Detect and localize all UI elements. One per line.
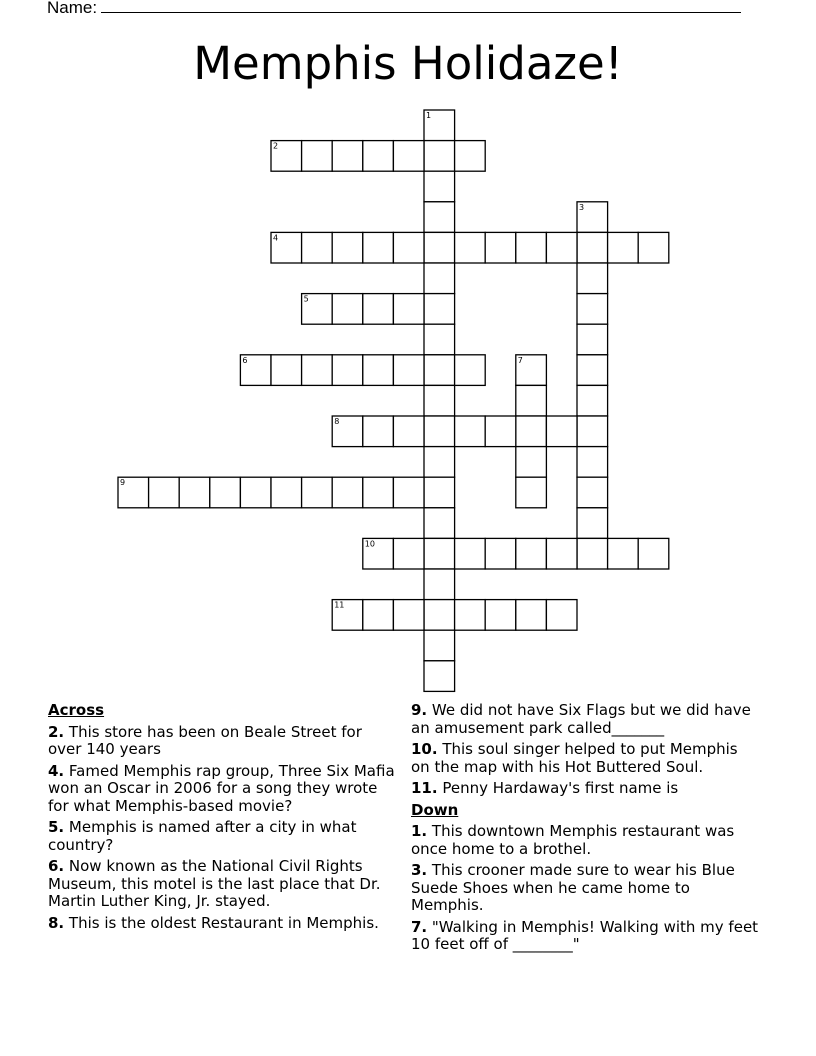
grid-cell[interactable] [455,416,486,447]
name-label: Name: [47,0,98,17]
clue-text: Now known as the National Civil Rights Museum, this motel is the last place that Dr. Martin Luther King, Jr. stayed. [48,857,381,910]
clue-number: 5. [48,818,65,836]
grid-cell[interactable] [516,385,547,416]
grid-cell[interactable] [363,355,394,386]
grid-cell[interactable] [485,416,516,447]
grid-cell[interactable] [332,294,363,325]
grid-cell[interactable] [577,324,608,355]
grid-cell[interactable] [455,232,486,263]
cell-number: 11 [334,600,345,610]
grid-cell[interactable] [516,232,547,263]
grid-cell[interactable] [424,294,455,325]
grid-cell[interactable] [638,232,669,263]
grid-cell[interactable] [302,355,333,386]
grid-cell[interactable] [424,171,455,202]
grid-cell[interactable] [424,263,455,294]
grid-cell[interactable] [608,232,639,263]
grid-cell[interactable] [332,355,363,386]
grid-cell[interactable] [424,569,455,600]
grid-cell[interactable] [393,477,424,508]
clue-number: 8. [48,913,65,932]
clue-item [411,862,761,915]
grid-cell[interactable] [577,538,608,569]
clue-item [411,780,761,798]
clue-item [48,858,398,911]
grid-cell[interactable] [424,447,455,478]
grid-cell[interactable] [363,477,394,508]
clue-number: 1. [411,822,428,840]
grid-cell[interactable] [393,538,424,569]
clue-item [48,724,398,759]
across-clue-list-continued [411,702,761,798]
grid-cell[interactable] [516,447,547,478]
clue-number: 11. [411,779,438,797]
clue-item [411,919,761,954]
grid-cell[interactable] [546,538,577,569]
grid-cell[interactable] [424,141,455,172]
grid-cell[interactable] [332,477,363,508]
clue-number: 4. [48,761,65,780]
clue-text: Famed Memphis rap group, Three Six Mafia won an Oscar in 2006 for a song they wrote for what Memphis-based movie? [48,761,395,815]
cell-number: 10 [364,539,375,549]
cell-number: 5 [303,294,309,304]
clue-number: 7. [411,917,428,936]
grid-cell[interactable] [424,416,455,447]
grid-cell[interactable] [393,416,424,447]
clue-number: 2. [48,722,65,741]
cell-number: 1 [426,111,432,120]
clue-item [411,741,761,776]
grid-cell[interactable] [424,324,455,355]
grid-cell[interactable] [363,600,394,631]
grid-cell[interactable] [393,355,424,386]
grid-cell[interactable] [424,477,455,508]
grid-cell[interactable] [363,232,394,263]
grid-cell[interactable] [424,630,455,661]
grid-cell[interactable] [485,600,516,631]
clue-text: This is the oldest Restaurant in Memphis. [64,913,379,932]
grid-cell[interactable] [608,538,639,569]
grid-cell[interactable] [179,477,210,508]
clue-item [48,763,398,816]
clue-number: 3. [411,861,428,879]
grid-cell[interactable] [424,508,455,539]
grid-cell[interactable] [516,477,547,508]
cell-number: 2 [273,141,279,151]
grid-cell[interactable] [516,600,547,631]
down-heading: Down [411,800,459,819]
grid-cell[interactable] [577,447,608,478]
grid-cell[interactable] [546,416,577,447]
grid-cell[interactable] [302,477,333,508]
grid-cell[interactable] [424,232,455,263]
grid-cell[interactable] [424,355,455,386]
clue-text: We did not have Six Flags but we did have an amusement park called_______ [411,701,751,737]
cell-number: 6 [242,355,248,365]
clue-text: This downtown Memphis restaurant was once home to a brothel. [411,822,735,858]
cell-number: 9 [120,478,126,488]
clue-text: "Walking in Memphis! Walking with my feet 10 feet off of ________" [411,917,759,953]
grid-cell[interactable] [424,600,455,631]
grid-cell[interactable] [455,600,486,631]
cell-number: 3 [579,202,585,212]
grid-cell[interactable] [424,538,455,569]
grid-cell[interactable] [516,538,547,569]
grid-cell[interactable] [332,232,363,263]
grid-cell[interactable] [302,141,333,172]
grid-cell[interactable] [393,600,424,631]
clue-text: This store has been on Beale Street for over 140 years [48,722,362,758]
grid-cell[interactable] [393,294,424,325]
clue-text: Memphis is named after a city in what country? [48,818,357,854]
grid-cell[interactable] [577,416,608,447]
grid-cell[interactable] [363,141,394,172]
grid-cell[interactable] [577,355,608,386]
grid-cell[interactable] [393,141,424,172]
grid-cell[interactable] [485,538,516,569]
clue-text: This soul singer helped to put Memphis on the map with his Hot Buttered Soul. [411,740,738,776]
grid-cell[interactable] [546,600,577,631]
grid-cell[interactable] [424,202,455,233]
grid-cell[interactable] [577,385,608,416]
page-title: Memphis Holidaze! [193,37,623,90]
clue-number: 6. [48,857,65,875]
grid-cell[interactable] [271,355,302,386]
grid-cell[interactable] [546,232,577,263]
grid-cell[interactable] [516,416,547,447]
clue-item [48,819,398,854]
clue-number: 10. [411,740,438,758]
grid-cell[interactable] [210,477,241,508]
clues-left-column [48,702,398,936]
clue-number: 9. [411,701,428,719]
grid-cell[interactable] [577,263,608,294]
grid-cell[interactable] [271,477,302,508]
grid-cell[interactable] [332,141,363,172]
grid-cell[interactable] [577,232,608,263]
grid-cell[interactable] [363,294,394,325]
clue-item [411,823,761,858]
grid-cell[interactable] [455,355,486,386]
clue-item [48,915,398,933]
grid-cell[interactable] [393,232,424,263]
across-clue-list [48,724,398,933]
clue-text: This crooner made sure to wear his Blue Suede Shoes when he came home to Memphis. [411,861,735,914]
grid-cell[interactable] [149,477,180,508]
grid-cell[interactable] [577,477,608,508]
clue-text: Penny Hardaway's first name is [437,779,679,797]
cell-number: 4 [273,233,279,243]
grid-cell[interactable] [455,141,486,172]
grid-cell[interactable] [363,416,394,447]
clues-right-column [411,702,761,958]
clue-item [411,702,761,737]
cell-number: 8 [334,417,340,426]
grid-cell[interactable] [485,232,516,263]
down-clue-list [411,823,761,954]
grid-cell[interactable] [240,477,271,508]
grid-cell[interactable] [424,661,455,692]
grid-cell[interactable] [424,385,455,416]
grid-cell[interactable] [638,538,669,569]
grid-cell[interactable] [302,232,333,263]
cell-number: 7 [517,355,523,365]
grid-cell[interactable] [577,508,608,539]
grid-cell[interactable] [577,294,608,325]
across-heading: Across [48,701,105,719]
grid-cell[interactable] [455,538,486,569]
